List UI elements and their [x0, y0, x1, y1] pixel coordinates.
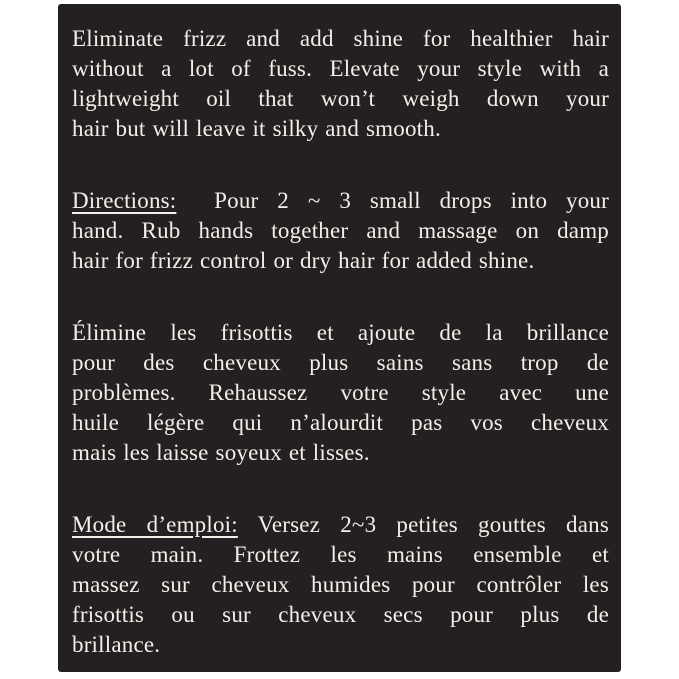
paragraph-french-description	[72, 318, 609, 468]
text-line: problèmes. Rehaussez votre style avec une	[72, 380, 609, 405]
text-line: frisottis ou sur cheveux secs pour plus de	[72, 602, 609, 627]
text-line: votre main. Frottez les mains ensemble et	[72, 542, 609, 567]
text-line: Élimine les frisottis et ajoute de la brillance	[72, 320, 609, 345]
directions-heading-rest: Pour 2 ~ 3 small drops into your	[176, 188, 609, 213]
text-line: lightweight oil that won’t weigh down your	[72, 86, 609, 111]
paragraph-english-description	[72, 24, 609, 144]
text-line: without a lot of fuss. Elevate your style with a	[72, 56, 609, 81]
text-line: hair but will leave it silky and smooth.	[72, 116, 441, 141]
paragraph-english-directions	[72, 186, 609, 276]
text-line: mais les laisse soyeux et lisses.	[72, 440, 370, 465]
text-line: pour des cheveux plus sains sans trop de	[72, 350, 609, 375]
label-panel	[58, 4, 621, 672]
mode-demploi-heading-rest: Versez 2~3 petites gouttes dans	[237, 512, 609, 537]
text-line: Eliminate frizz and add shine for healthier hair	[72, 26, 609, 51]
text-line: brillance.	[72, 632, 161, 657]
text-line	[72, 186, 609, 216]
text-line: hand. Rub hands together and massage on damp	[72, 218, 609, 243]
text-line: huile légère qui n’alourdit pas vos cheveux	[72, 410, 609, 435]
text-line: hair for frizz control or dry hair for added shine.	[72, 248, 535, 273]
text-line	[72, 510, 609, 540]
text-line: massez sur cheveux humides pour contrôler les	[72, 572, 609, 597]
mode-demploi-heading: Mode d’emploi:	[72, 512, 238, 537]
directions-heading: Directions:	[72, 188, 177, 213]
paragraph-french-directions	[72, 510, 609, 660]
